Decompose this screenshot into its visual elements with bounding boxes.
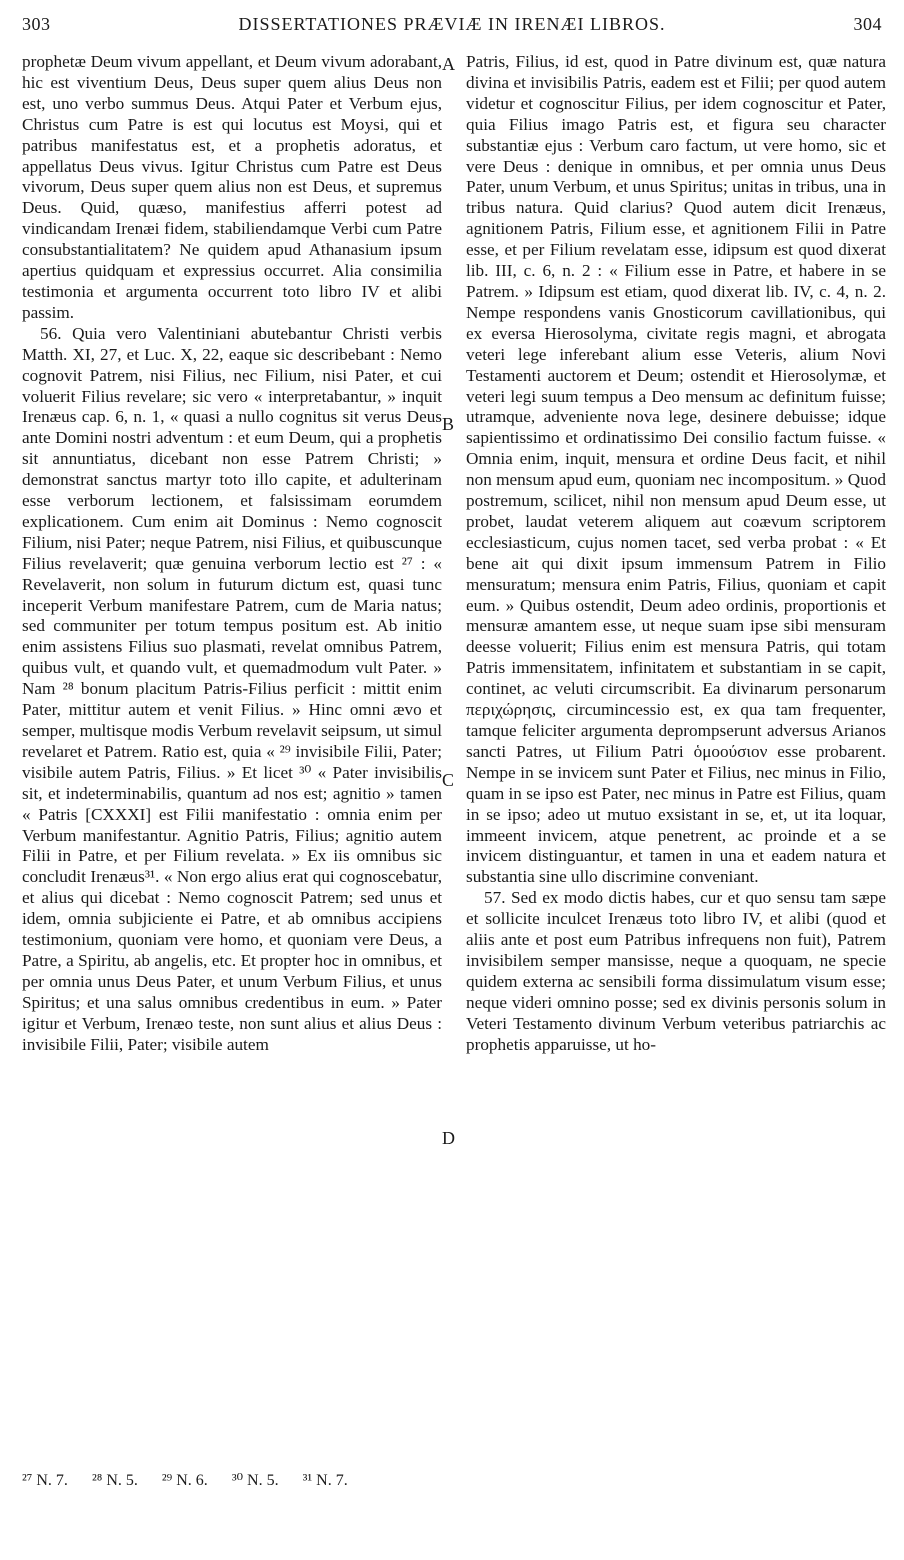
footnote: ³¹ N. 7. [302,1472,348,1489]
footnote: ³⁰ N. 5. [231,1472,279,1489]
page-number-right: 304 [853,14,882,34]
footnotes [22,1470,622,1490]
footnote: ²⁹ N. 6. [161,1472,208,1489]
margin-letter-b: B [442,414,455,434]
margin-letter-d: D [442,1128,455,1148]
right-column [466,52,886,1056]
margin-letter-c: C [442,770,455,790]
page-number-left: 303 [22,14,51,34]
left-column [22,52,442,1056]
page-header [22,14,882,42]
margin-letter-a: A [442,54,455,74]
footnote: ²⁸ N. 5. [91,1472,138,1489]
footnote: ²⁷ N. 7. [22,1472,68,1489]
paragraph-57: 57. Sed ex modo dictis habes, cur et quo sensu tam sæpe et sollicite inculcet Irenæus toto libro IV, et alibi (quod et aliis ante et post eum Patribus infrequens non fuit), Patrem invisibilem semper mansisse, neque a quoquam, ne specie quidem externa ac sensibili forma dissimulatum visum esse; neque videri omnino posse; sed ex divinis personis solum in Veteri Testamento divinum Verbum veteribus patriarchis ac prophetis apparuisse, ut ho- [466,888,886,1054]
paragraph-56: 56. Quia vero Valentiniani abutebantur Christi verbis Matth. XI, 27, et Luc. X, 22, eaque sic describebant : Nemo cognovit Patrem, nisi Filius, nec Filium, nisi Pater, et cui voluerit Filius revelare; sic vero « interpretabantur, » inquit Irenæus cap. 6, n. 1, « quasi a nullo cognitus sit verus Deus ante Domini nostri adventum : et eum Deum, qui a prophetis sit annuntiatus, dicebant non esse Patrem Christi; » demonstrat sanctus martyr toto illo capite, et adulterinam esse verborum lectionem, et falsissimam eorumdem explicationem. Cum enim ait Dominus : Nemo cognoscit Filium, nisi Pater; neque Patrem, nisi Filius, et quibuscunque Filius revelaverit; quæ genuina verborum lectio est ²⁷ : « Revelaverit, non solum in futurum dictum est, quasi tunc inceperit Verbum manifestare Patrem, cum de Maria natus; sed communiter per totum tempus positum est. Ab initio enim assistens Filius suo plasmati, revelat omnibus Patrem, quibus vult, et quando vult, et quemadmodum vult Pater. » Nam ²⁸ bonum placitum Patris-Filius perficit : mittit enim Pater, mittitur autem et venit Filius. » Hinc omni ævo et semper, multisque modis Verbum revelavit seipsum, ut simul revelaret et Patrem. Ratio est, quia « ²⁹ invisibile Filii, Pater; visibile autem Patris, Filius. » Et licet ³⁰ « Pater invisibilis sit, et indeterminabilis, quantum ad nos est; agnitio » tamen « Patris [CXXXI] est Filii manifestatio : omnia enim per Verbum manifestantur. Agnitio Patris, Filius; agnitio autem Filii in Patre, et per Filium revelata. » Ex iis omnibus sic concludit Irenæus³¹. « Non ergo alius erat qui cognoscebatur, et alius qui dicebat : Nemo cognoscit Patrem; sed unus et idem, omnia subjiciente ei Patre, et ab omnibus accipiens testimonium, quoniam vere homo, et quoniam vere Deus, a Patre, a Spiritu, ab angelis, etc. Et propter hoc in omnibus, et per omnia unus Deus Pater, et unum Verbum Filius, et unus Spiritus; et una salus omnibus credentibus in eum. » Pater igitur et Verbum, Irenæo teste, non sunt alius et alius Deus : invisibile Filii, Pater; visibile autem [22,323,442,1054]
paragraph: Patris, Filius, id est, quod in Patre divinum est, quæ natura divina et invisibilis Patris, eadem est et Filii; per quod autem videtur et cognoscitur Filius, per idem cognoscitur et Pater, quia Filius imago Patris est, et figura seu character substantiæ ejus : Verbum caro factum, ut vere homo, sic et vere Deus : denique in omnibus, et per omnia unus Deus Pater, unum Verbum, et unus Spiritus; unitas in tribus, una in tribus natura. Quid clarius? Quod autem dicit Irenæus, agnitionem Patris, Filium esse, et agnitionem Filii in Patre esse, et per Filium revelatam esse, idipsum est quod dixerat lib. III, c. 6, n. 2 : « Filium esse in Patre, et habere in se Patrem. » Idipsum est etiam, quod dixerat lib. IV, c. 4, n. 2. Nempe respondens vanis Gnosticorum cavillationibus, qui ex eversa Hierosolyma, civitate regis magni, et abrogata veteri lege inferebant alium esse Veteris, alium Novi Testamenti auctorem et Deum; ostendit et Hierosolymæ, et veteri legi suum tempus a Deo mensum ac definitum fuisse; utramque, adveniente nova lege, desinere debuisse; idque sapientissimo et ordinatissimo Dei consilio factum fuisse. « Omnia enim, inquit, mensura et ordine Deus facit, et nihil non mensum apud eum, quoniam nec incompositum. » Quod postremum, scilicet, nihil non mensum apud Deum esse, ut probet, laudat veterem aliquem aut coævum scriptorem ecclesiasticum, cujus nomen tacet, sed verba probat : « Et bene ait qui dixit ipsum immensum Patrem in Filio mensuratum; mensura enim Patris, Filius, quoniam et capit eum. » Quibus ostendit, Deum adeo ordinis, proportionis et mensuræ amantem esse, ut neque suam ipse sibi mensuram deesse voluerit; Filius enim est mensura Patris, qui totam Patris immensitatem, infinitatem et substantiam in se capit, continet, ac veluti circumscribit. Ea divinarum personarum περιχώρησις, circumincessio est, ex qua tam frequenter, tamque feliciter argumenta deprompserunt adversus Arianos sancti Patres, ut Filium Patri ὁμοούσιον esse probarent. Nempe in se invicem sunt Pater et Filius, nec minus in Filio, quam in se ipso est Pater, nec minus in Patre est Filius, quam in se ipso; adeo ut mutuo exsistant in se, et, ut ita loquar, immeent invicem, atque penetrent, ac proinde et a se invicem distinguantur, et tamen in una et eadem natura et substantia sine ullo discrimine conveniant. [466,52,886,887]
paragraph: prophetæ Deum vivum appellant, et Deum vivum adorabant, hic est viventium Deus, Deus super quem alius Deus non est, uno verbo summus Deus. Atqui Pater et Verbum ejus, Christus cum Patre is est qui locutus est Moysi, qui et patribus manifestatus est, et a prophetis adoratus, et appellatus Deus vivus. Igitur Christus cum Patre est Deus vivorum, Deus super quem alius non est Deus, et supremus Deus. Quid, quæso, manifestius afferri potest ad vindicandam Irenæi fidem, stabiliendamque Verbi cum Patre consubstantialitatem? Ne quidem apud Athanasium ipsum apertius quidquam et expressius occurret. Alia consimilia testimonia et argumenta occurrent toto libro IV et alibi passim. [22,52,442,322]
running-title: DISSERTATIONES PRÆVIÆ IN IRENÆI LIBROS. [238,14,666,34]
